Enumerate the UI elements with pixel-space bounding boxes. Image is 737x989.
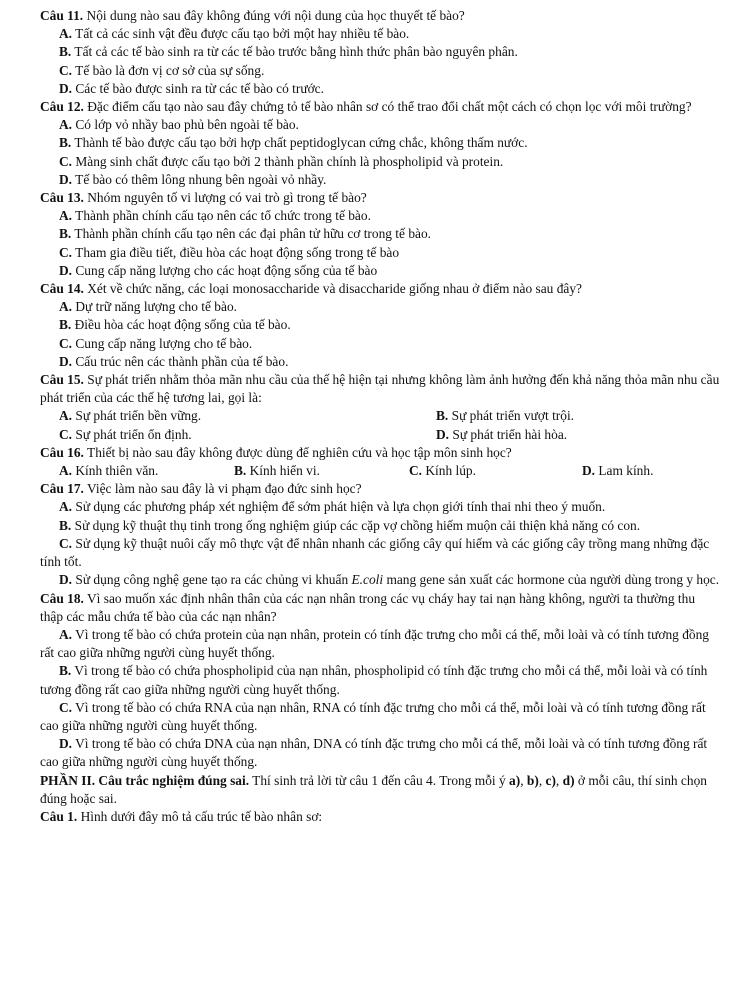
item-label-d: d) [562,772,575,788]
option-c [59,335,720,353]
option-label: B. [59,517,72,533]
option-text: Sử dụng các phương pháp xét nghiệm để sớm phát hiện và lựa chọn giới tính thai nhi theo ý muốn. [72,499,606,515]
option-label: A. [59,117,73,133]
question-16 [40,444,720,462]
option-label: C. [59,426,73,442]
option-text: Lam kính. [595,463,654,479]
part-instructions: Thí sinh trả lời từ câu 1 đến câu 4. Trong mỗi ý [249,772,510,788]
option-b [59,316,720,334]
option-text: Có lớp vỏ nhầy bao phủ bên ngoài tế bào. [72,117,299,133]
question-text: Vì sao muốn xác định nhân thân của các nạn nhân trong các vụ cháy hay tai nạn hàng không, người ta thường thu thập các mẫu chứa tế bào của các nạn nhân? [40,590,696,624]
option-b [59,225,720,243]
item-label-b: b) [526,772,539,788]
question-text: Hình dưới đây mô tả cấu trúc tế bào nhân sơ: [77,808,323,824]
option-text: Sự phát triển vượt trội. [448,408,575,424]
option-label: D. [582,463,596,479]
option-text: Kính hiển vi. [246,463,320,479]
option-text: Cung cấp năng lượng cho tế bào. [72,335,253,351]
item-label-c: c) [545,772,556,788]
option-label: A. [59,463,73,479]
option-a [59,407,436,425]
option-text: Thành tế bào được cấu tạo bởi hợp chất peptidoglycan cứng chắc, không thấm nước. [71,135,528,151]
option-label: B. [59,44,72,60]
option-label: C. [59,535,73,551]
question-text: Nhóm nguyên tố vi lượng có vai trò gì trong tế bào? [83,190,367,206]
option-text: Kính thiên văn. [72,463,159,479]
option-label: D. [59,80,73,96]
option-d [436,426,567,444]
option-text: Thành phần chính cấu tạo nên các đại phân tử hữu cơ trong tế bào. [71,226,431,242]
option-c [59,426,436,444]
option-label: C. [409,463,423,479]
option-a [59,207,720,225]
option-text: Sự phát triển ổn định. [72,426,192,442]
question-number: Câu 14. [40,281,84,297]
option-a [59,462,234,480]
option-label: B. [59,226,72,242]
option-d [59,353,720,371]
question-text: Thiết bị nào sau đây không được dùng để nghiên cứu và học tập môn sinh học? [83,444,512,460]
question-text: Đặc điểm cấu tạo nào sau đây chứng tỏ tế bào nhân sơ có thể trao đổi chất một cách có chọn lọc với môi trường? [83,99,692,115]
option-label: A. [59,626,73,642]
option-label: A. [59,408,73,424]
separator: , [520,772,527,788]
option-b [436,407,574,425]
option-c [40,535,720,571]
question-18 [40,590,720,626]
option-text: Tất cả các sinh vật đều được cấu tạo bởi một hay nhiều tế bào. [72,26,410,42]
question-14 [40,280,720,298]
option-text: Vì trong tế bào có chứa RNA của nạn nhân, RNA có tính đặc trưng cho mỗi cá thể, mỗi loài và có tính tương đồng rất cao giữa những người cùng huyết thống. [40,699,706,733]
option-a [59,25,720,43]
separator: , [538,772,546,788]
option-text: Sự phát triển bền vững. [72,408,202,424]
option-text: Tế bào là đơn vị cơ sở của sự sống. [72,62,265,78]
option-label: B. [59,317,72,333]
option-text: Các tế bào được sinh ra từ các tế bào có trước. [72,80,324,96]
options-row-cd [59,426,720,444]
option-text: Tham gia điều tiết, điều hòa các hoạt động sống trong tế bào [72,244,400,260]
option-d [40,735,720,771]
option-label: A. [59,208,73,224]
question-number: Câu 12. [40,99,84,115]
option-a [59,116,720,134]
question-text: Xét về chức năng, các loại monosaccharide và disaccharide giống nhau ở điểm nào sau đây? [83,281,582,297]
item-label-a: a) [509,772,521,788]
option-text: Điều hòa các hoạt động sống của tế bào. [71,317,291,333]
question-number: Câu 17. [40,481,84,497]
question-11 [40,7,720,25]
option-label: C. [59,244,73,260]
question-text: Việc làm nào sau đây là vi phạm đạo đức sinh học? [83,481,362,497]
option-text: Sự phát triển hài hòa. [449,426,568,442]
question-text: Sự phát triển nhằm thỏa mãn nhu cầu của thế hệ hiện tại nhưng không làm ảnh hưởng đến khả năng thỏa mãn nhu cầu phát triển của các thế hệ tương lai, gọi là: [40,372,720,406]
option-text: Vì trong tế bào có chứa phospholipid của nạn nhân, phospholipid có tính đặc trưng cho mỗi cá thể, mỗi loài và có tính tương đồng rất cao giữa những người cùng huyết thống. [40,663,708,697]
option-d [59,262,720,280]
question-number: Câu 13. [40,190,84,206]
option-a [59,498,720,516]
option-c [40,699,720,735]
option-c [59,62,720,80]
option-c [409,462,582,480]
option-b [40,662,720,698]
option-c [59,153,720,171]
option-b [59,134,720,152]
option-text: Tế bào có thêm lông nhung bên ngoài vỏ nhầy. [72,171,327,187]
option-text: Màng sinh chất được cấu tạo bởi 2 thành phần chính là phospholipid và protein. [72,153,504,169]
option-label: D. [59,353,73,369]
question-number: Câu 15. [40,372,84,388]
option-label: D. [59,262,73,278]
option-text: Cung cấp năng lượng cho các hoạt động sống của tế bào [72,262,378,278]
part-2-heading [40,772,720,808]
option-label: C. [59,699,73,715]
option-label: B. [59,663,72,679]
option-label: D. [436,426,450,442]
option-label: C. [59,153,73,169]
option-label: D. [59,736,73,752]
option-text: Vì trong tế bào có chứa protein của nạn nhân, protein có tính đặc trưng cho mỗi cá thể, mỗi loài và có tính tương đồng rất cao giữa những người cùng huyết thống. [40,626,710,661]
question-number: Câu 16. [40,444,84,460]
option-text: Vì trong tế bào có chứa DNA của nạn nhân, DNA có tính đặc trưng cho mỗi cá thể, mỗi loài và có tính tương đồng rất cao giữa những người cùng huyết thống. [40,736,708,770]
option-text: Kính lúp. [422,463,476,479]
options-row-ab [59,407,720,425]
option-label: A. [59,299,73,315]
question-15 [40,371,720,407]
option-label: B. [436,408,449,424]
question-13 [40,189,720,207]
option-a [59,298,720,316]
option-text: Sử dụng công nghệ gene tạo ra các chủng vi khuẩn [72,572,352,588]
option-text-cont: mang gene sản xuất các hormone của người dùng trong y học. [383,572,720,588]
question-number: Câu 18. [40,590,84,606]
option-c [59,244,720,262]
option-b [59,43,720,61]
separator: , [555,772,563,788]
option-d [40,571,720,589]
option-label: B. [59,135,72,151]
options-row-abcd [59,462,720,480]
option-text: Sử dụng kỹ thuật nuôi cấy mô thực vật để nhân nhanh các giống cây quí hiếm và các giống cây trồng mang những đặc tính tốt. [40,535,710,570]
option-text: Dự trữ năng lượng cho tế bào. [72,299,237,315]
option-d [59,80,720,98]
option-d [59,171,720,189]
option-a [40,626,720,662]
option-label: A. [59,499,73,515]
question-number: Câu 1. [40,808,78,824]
option-label: D. [59,572,73,588]
option-text: Thành phần chính cấu tạo nên các tổ chức trong tế bào. [72,208,371,224]
question-12 [40,98,720,116]
part-instructions-cont: ở mỗi câu, thí sinh chọn đúng hoặc sai. [40,772,707,806]
option-label: C. [59,335,73,351]
option-d [582,462,653,480]
option-label: D. [59,171,73,187]
question-17 [40,480,720,498]
option-label: A. [59,26,73,42]
option-label: C. [59,62,73,78]
species-name: E.coli [351,572,384,588]
part-2-question-1 [40,808,720,826]
option-text: Sử dụng kỹ thuật thụ tinh trong ống nghiệm giúp các cặp vợ chồng hiếm muộn cải thiện khả năng có con. [71,517,641,533]
exam-page [40,7,720,826]
option-text: Tất cả các tế bào sinh ra từ các tế bào trước bằng hình thức phân bào nguyên phân. [71,44,518,60]
question-text: Nội dung nào sau đây không đúng với nội dung của học thuyết tế bào? [83,8,465,23]
option-b [40,517,720,535]
option-label: B. [234,463,247,479]
option-b [234,462,409,480]
question-number: Câu 11. [40,8,84,23]
part-title: PHẦN II. Câu trắc nghiệm đúng sai. [40,772,250,788]
option-text: Cấu trúc nên các thành phần của tế bào. [72,353,289,369]
